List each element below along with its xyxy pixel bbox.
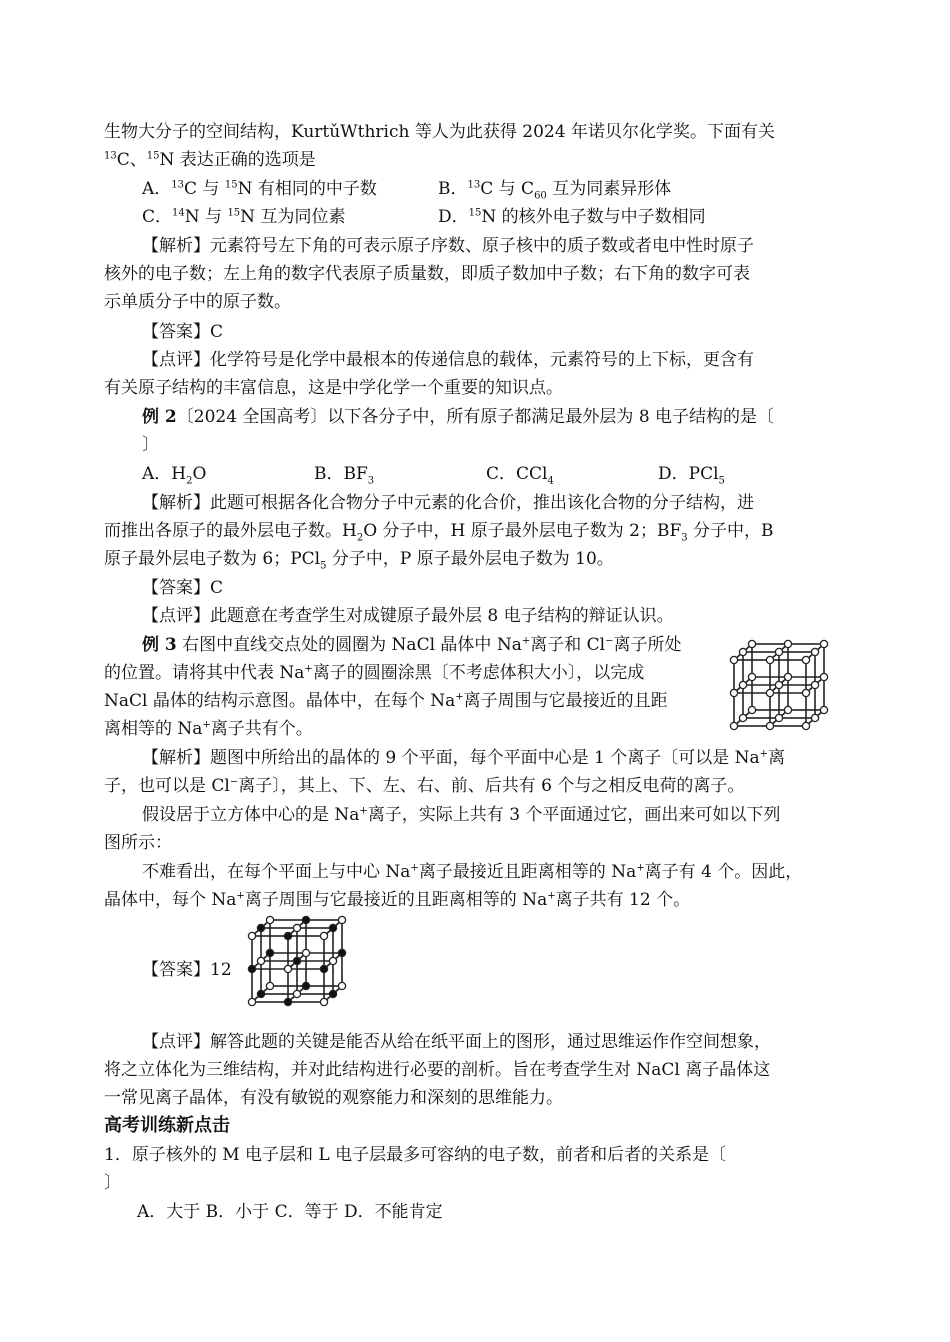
ex3-analysis-6: 晶体中，每个 Na+离子周围与它最接近的且距离相等的 Na+离子共有 12 个。 <box>104 890 691 910</box>
ex3-question-1: 例 3 右图中直线交点处的圆圈为 NaCl 晶体中 Na+离子和 Cl−离子所处 <box>142 635 682 655</box>
ex2-answer: 【答案】C <box>142 578 224 598</box>
ex3-question-4: 离相等的 Na+离子共有个。 <box>104 719 313 739</box>
ex1-answer: 【答案】C <box>142 322 224 342</box>
ex1-option-b: B．$^{13}$C 与 $C_{60}$ 互为同素异形体 <box>438 179 672 202</box>
ex3-comment-3: 一常见离子晶体，有没有敏锐的观察能力和深刻的思维能力。 <box>104 1088 563 1108</box>
ex3-analysis-3: 假设居于立方体中心的是 Na+离子，实际上共有 3 个平面通过它，画出来可如以下列 <box>142 805 781 825</box>
ex3-analysis-4: 图所示： <box>104 833 172 853</box>
ex2-option-a: A．$H_2O$ <box>142 464 207 487</box>
ex1-analysis-3: 示单质分子中的原子数。 <box>104 292 291 312</box>
ex1-comment-2: 有关原子结构的丰富信息，这是中学化学一个重要的知识点。 <box>104 378 563 398</box>
ex3-analysis-5: 不难看出，在每个平面上与中心 Na+离子最接近且距离相等的 Na+离子有 4 个。因此， <box>142 862 803 882</box>
ex3-question-3: NaCl 晶体的结构示意图。晶体中，在每个 Na+离子周围与它最接近的且距 <box>104 691 668 711</box>
ex3-answer: 【答案】12 <box>142 960 232 980</box>
ex2-option-c: C．CCl$_4$ <box>486 464 554 487</box>
ex2-question: 例 2〔2024 全国高考〕以下各分子中，所有原子都满足最外层为 8 电子结构的是〔 <box>142 407 775 427</box>
ex1-analysis-2: 核外的电子数；左上角的数字代表原子质量数，即质子数加中子数；右下角的数字可表 <box>104 264 750 284</box>
ex1-option-a: A．$^{13}$C 与 $^{15}$N 有相同的中子数 <box>142 179 377 199</box>
ex3-comment-2: 将之立体化为三维结构，并对此结构进行必要的剖析。旨在考查学生对 NaCl 离子晶体这 <box>104 1060 771 1080</box>
ex1-option-d: D．$^{15}$N 的核外电子数与中子数相同 <box>438 207 706 227</box>
ex1-comment-1: 【点评】化学符号是化学中最根本的传递信息的载体，元素符号的上下标，更含有 <box>142 350 754 370</box>
ex3-analysis-1: 【解析】题图中所给出的晶体的 9 个平面，每个平面中心是 1 个离子〔可以是 Na+离 <box>142 748 786 768</box>
ex3-question-2: 的位置。请将其中代表 Na+离子的圆圈涂黑〔不考虑体积大小〕，以完成 <box>104 663 645 683</box>
ex2-option-d: D．PCl$_5$ <box>658 464 725 487</box>
ex1-option-c: C．$^{14}$N 与 $^{15}$N 互为同位素 <box>142 207 346 227</box>
section-heading: 高考训练新点击 <box>104 1115 230 1136</box>
training-question-1-close: 〕 <box>104 1173 121 1193</box>
ex2-question-close: 〕 <box>142 435 159 455</box>
training-question-1-options: A．大于 B．小于 C．等于 D．不能肯定 <box>137 1202 443 1222</box>
ex2-analysis-2: 而推出各原子的最外层电子数。$H_2O$ 分子中，H 原子最外层电子数为 2；$BF_3$ 分子中，B <box>104 521 774 544</box>
nacl-lattice-figure <box>726 638 832 736</box>
ex3-analysis-2: 子，也可以是 Cl−离子〕，其上、下、左、右、前、后共有 6 个与之相反电荷的离子。 <box>104 776 745 796</box>
ex2-comment: 【点评】此题意在考查学生对成键原子最外层 8 电子结构的辩证认识。 <box>142 606 674 626</box>
intro-line-2: $^{13}$C、$^{15}$N 表达正确的选项是 <box>104 150 316 170</box>
nacl-answer-lattice-figure <box>244 914 350 1012</box>
ex2-analysis-1: 【解析】此题可根据各化合物分子中元素的化合价，推出该化合物的分子结构，进 <box>142 493 754 513</box>
ex3-comment-1: 【点评】解答此题的关键是能否从给在纸平面上的图形，通过思维运作作空间想象， <box>142 1032 771 1052</box>
intro-line-1: 生物大分子的空间结构，KurtǔWthrich 等人为此获得 2024 年诺贝尔化学奖。下面有关 <box>104 122 775 142</box>
ex2-analysis-3: 原子最外层电子数为 6；PCl$_5$ 分子中，P 原子最外层电子数为 10。 <box>104 549 614 572</box>
training-question-1: 1．原子核外的 M 电子层和 L 电子层最多可容纳的电子数，前者和后者的关系是〔 <box>104 1145 727 1165</box>
ex2-option-b: B．$BF_3$ <box>314 464 375 487</box>
ex1-analysis-1: 【解析】元素符号左下角的可表示原子序数、原子核中的质子数或者电中性时原子 <box>142 236 754 256</box>
